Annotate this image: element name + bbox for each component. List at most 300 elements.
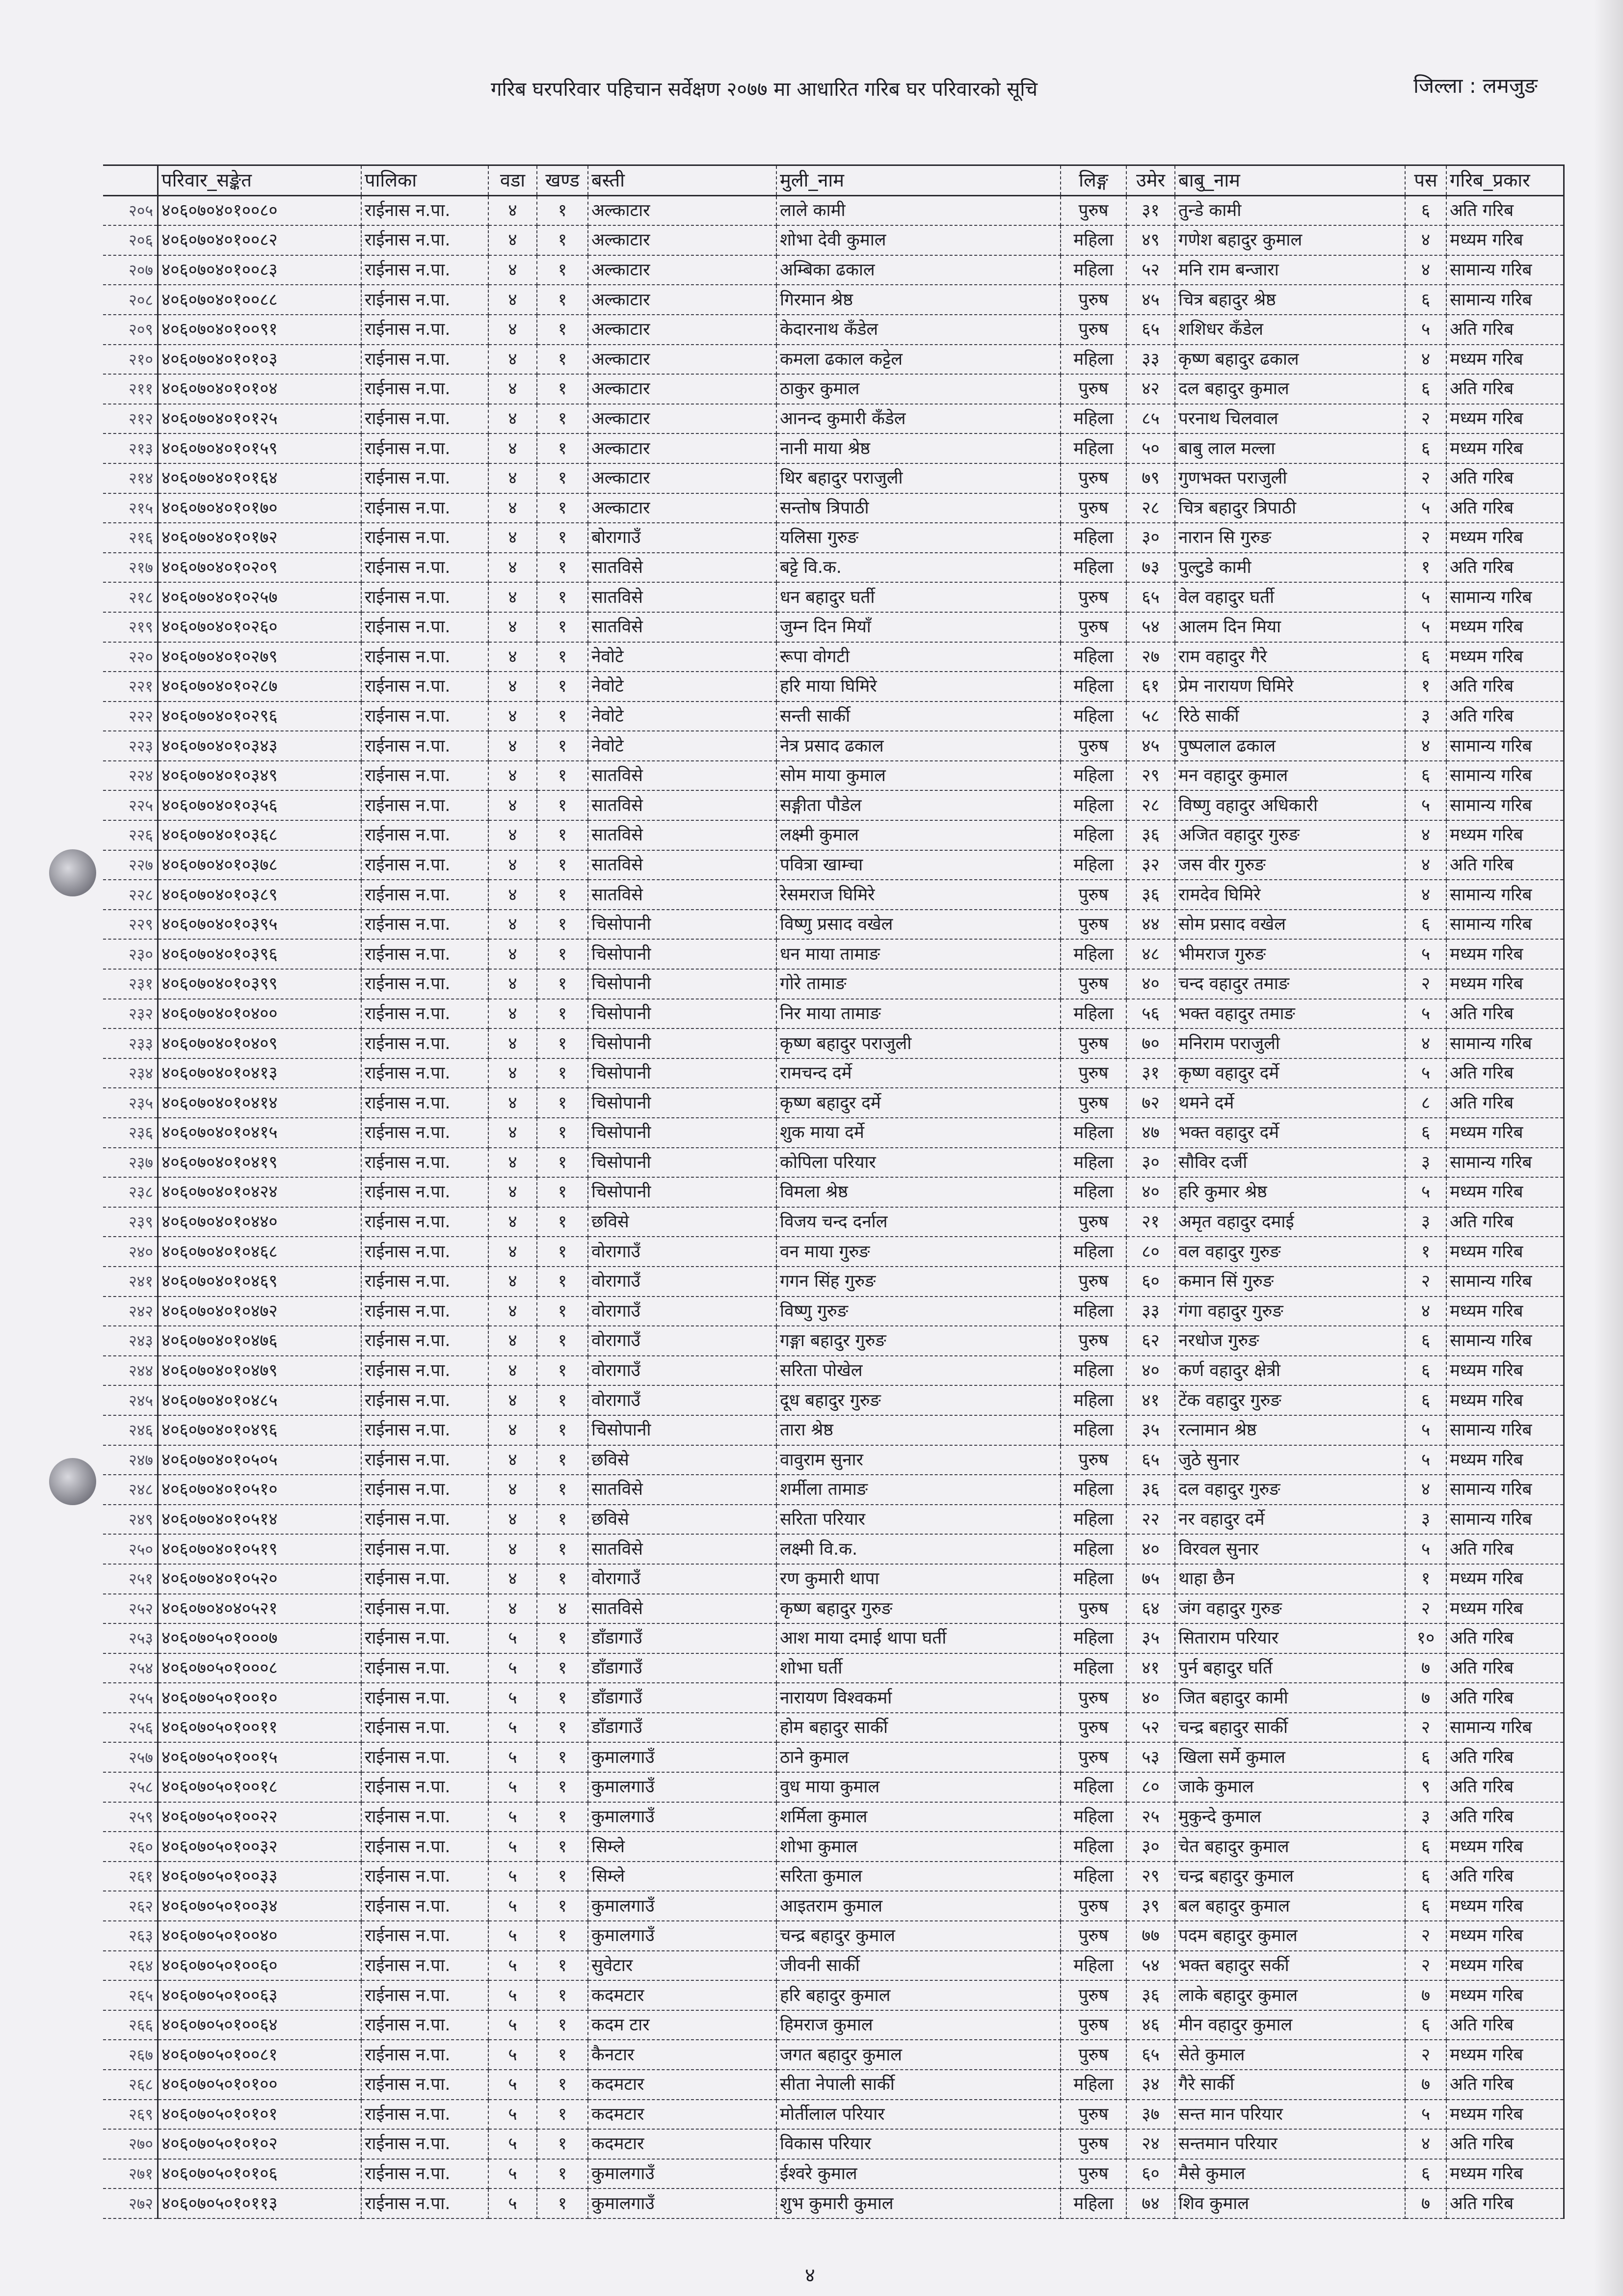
cell-poverty-type: मध्यम गरिब — [1446, 225, 1564, 255]
cell-family-size: ५ — [1405, 790, 1446, 820]
cell-poverty-type: मध्यम गरिब — [1446, 1921, 1564, 1951]
cell-household-code: ४०६०७०४०१०३६८ — [158, 820, 362, 850]
cell-ward: ४ — [488, 255, 537, 285]
cell-age: ६४ — [1126, 1594, 1175, 1624]
cell-block: १ — [537, 1267, 588, 1297]
cell-gender: पुरुष — [1061, 582, 1126, 612]
cell-settlement: सिम्ले — [588, 1832, 776, 1862]
cell-municipality: राईनास न.पा. — [361, 1505, 488, 1535]
cell-father-name: सोम प्रसाद वखेल — [1175, 910, 1405, 940]
table-row — [103, 1148, 1564, 1178]
cell-age: २१ — [1126, 1207, 1175, 1237]
cell-household-code: ४०६०७०४०१००८३ — [158, 255, 362, 285]
cell-family-size: ६ — [1405, 433, 1446, 463]
cell-poverty-type: मध्यम गरिब — [1446, 345, 1564, 375]
cell-serial-number: २६४ — [103, 1951, 158, 1981]
cell-block: १ — [537, 2040, 588, 2070]
cell-head-name: तारा श्रेष्ठ — [776, 1415, 1061, 1445]
cell-father-name: गुणभक्त पराजुली — [1175, 463, 1405, 493]
table-row — [103, 672, 1564, 702]
cell-serial-number: २१७ — [103, 553, 158, 583]
cell-gender: पुरुष — [1061, 1028, 1126, 1058]
table-row — [103, 285, 1564, 315]
cell-household-code: ४०६०७०४०१०४१९ — [158, 1148, 362, 1178]
cell-poverty-type: मध्यम गरिब — [1446, 1356, 1564, 1386]
cell-poverty-type: मध्यम गरिब — [1446, 939, 1564, 969]
cell-father-name: गैरे सार्की — [1175, 2070, 1405, 2100]
cell-settlement: चिसोपानी — [588, 939, 776, 969]
cell-gender: पुरुष — [1061, 195, 1126, 225]
cell-ward: ४ — [488, 761, 537, 791]
cell-head-name: विजय चन्द दर्नाल — [776, 1207, 1061, 1237]
cell-age: ४९ — [1126, 225, 1175, 255]
cell-head-name: शोभा कुमाल — [776, 1832, 1061, 1862]
cell-household-code: ४०६०७०५०१००३३ — [158, 1862, 362, 1891]
cell-household-code: ४०६०७०४०१०५१४ — [158, 1505, 362, 1535]
cell-municipality: राईनास न.पा. — [361, 1772, 488, 1802]
cell-settlement: कदमटार — [588, 2070, 776, 2100]
cell-family-size: १० — [1405, 1623, 1446, 1653]
cell-ward: ४ — [488, 820, 537, 850]
cell-head-name: ईश्वरे कुमाल — [776, 2159, 1061, 2189]
cell-block: १ — [537, 433, 588, 463]
cell-father-name: हरि कुमार श्रेष्ठ — [1175, 1177, 1405, 1207]
cell-poverty-type: अति गरिब — [1446, 999, 1564, 1029]
cell-settlement: नेवोटे — [588, 702, 776, 731]
table-row — [103, 1415, 1564, 1445]
cell-household-code: ४०६०७०४०१०४६८ — [158, 1237, 362, 1267]
cell-household-code: ४०६०७०५०१००२२ — [158, 1802, 362, 1832]
cell-block: १ — [537, 1356, 588, 1386]
cell-ward: ४ — [488, 315, 537, 345]
cell-municipality: राईनास न.पा. — [361, 1534, 488, 1564]
cell-serial-number: २६१ — [103, 1862, 158, 1891]
cell-block: १ — [537, 1088, 588, 1118]
cell-block: १ — [537, 404, 588, 434]
cell-ward: ५ — [488, 1891, 537, 1921]
cell-serial-number: २४५ — [103, 1385, 158, 1415]
cell-ward: ४ — [488, 1564, 537, 1594]
cell-poverty-type: मध्यम गरिब — [1446, 1445, 1564, 1475]
cell-household-code: ४०६०७०५०१०००७ — [158, 1623, 362, 1653]
cell-settlement: चिसोपानी — [588, 1148, 776, 1178]
cell-household-code: ४०६०७०४०१०३९९ — [158, 969, 362, 999]
cell-municipality: राईनास न.पा. — [361, 2070, 488, 2100]
cell-serial-number: २१२ — [103, 404, 158, 434]
cell-age: ५४ — [1126, 1951, 1175, 1981]
page-edge-shadow — [1594, 0, 1623, 2296]
cell-gender: महिला — [1061, 1237, 1126, 1267]
cell-age: ६५ — [1126, 315, 1175, 345]
cell-gender: महिला — [1061, 790, 1126, 820]
table-row — [103, 820, 1564, 850]
cell-serial-number: २४१ — [103, 1267, 158, 1297]
cell-age: ५२ — [1126, 255, 1175, 285]
cell-father-name: चित्र बहादुर त्रिपाठी — [1175, 493, 1405, 523]
cell-ward: ४ — [488, 1028, 537, 1058]
table-row — [103, 1802, 1564, 1832]
cell-settlement: कुमालगाउँ — [588, 1772, 776, 1802]
cell-head-name: विष्णु गुरुङ — [776, 1297, 1061, 1326]
cell-serial-number: २३५ — [103, 1088, 158, 1118]
cell-family-size: ६ — [1405, 642, 1446, 672]
table-row — [103, 969, 1564, 999]
cell-household-code: ४०६०७०४०१०३९५ — [158, 910, 362, 940]
cell-household-code: ४०६०७०४०४०५२१ — [158, 1594, 362, 1624]
cell-father-name: प्रेम नारायण घिमिरे — [1175, 672, 1405, 702]
cell-household-code: ४०६०७०५०१०१०१ — [158, 2100, 362, 2130]
cell-ward: ४ — [488, 1356, 537, 1386]
cell-ward: ४ — [488, 999, 537, 1029]
cell-gender: पुरुष — [1061, 2159, 1126, 2189]
cell-ward: ४ — [488, 1385, 537, 1415]
cell-ward: ४ — [488, 1415, 537, 1445]
table-row — [103, 315, 1564, 345]
table-row — [103, 374, 1564, 404]
cell-household-code: ४०६०७०४०१००९१ — [158, 315, 362, 345]
cell-ward: ४ — [488, 1267, 537, 1297]
cell-family-size: १ — [1405, 553, 1446, 583]
cell-gender: महिला — [1061, 642, 1126, 672]
cell-poverty-type: मध्यम गरिब — [1446, 2040, 1564, 2070]
cell-ward: ४ — [488, 195, 537, 225]
cell-gender: पुरुष — [1061, 910, 1126, 940]
cell-father-name: पुष्पलाल ढकाल — [1175, 731, 1405, 761]
cell-household-code: ४०६०७०४०१०४१४ — [158, 1088, 362, 1118]
table-row — [103, 612, 1564, 642]
cell-block: १ — [537, 1177, 588, 1207]
cell-family-size: ५ — [1405, 999, 1446, 1029]
cell-family-size: ५ — [1405, 1445, 1446, 1475]
cell-serial-number: २७० — [103, 2129, 158, 2159]
cell-age: २९ — [1126, 761, 1175, 791]
cell-family-size: २ — [1405, 1267, 1446, 1297]
cell-gender: पुरुष — [1061, 969, 1126, 999]
cell-block: १ — [537, 1415, 588, 1445]
cell-father-name: कमान सिं गुरुङ — [1175, 1267, 1405, 1297]
table-row — [103, 553, 1564, 583]
cell-family-size: १ — [1405, 672, 1446, 702]
cell-ward: ४ — [488, 553, 537, 583]
cell-father-name: जस वीर गुरुङ — [1175, 850, 1405, 880]
table-row — [103, 582, 1564, 612]
cell-municipality: राईनास न.पा. — [361, 1862, 488, 1891]
cell-ward: ५ — [488, 1980, 537, 2010]
table-row — [103, 1475, 1564, 1505]
cell-family-size: ४ — [1405, 820, 1446, 850]
cell-father-name: परनाथ चिलवाल — [1175, 404, 1405, 434]
table-row — [103, 880, 1564, 910]
table-row — [103, 1088, 1564, 1118]
cell-family-size: ५ — [1405, 1534, 1446, 1564]
cell-age: ४० — [1126, 1356, 1175, 1386]
cell-ward: ४ — [488, 1505, 537, 1535]
cell-father-name: सौविर दर्जी — [1175, 1148, 1405, 1178]
cell-municipality: राईनास न.पा. — [361, 345, 488, 375]
cell-ward: ५ — [488, 1772, 537, 1802]
cell-block: १ — [537, 523, 588, 553]
cell-poverty-type: सामान्य गरिब — [1446, 1713, 1564, 1743]
table-body — [103, 195, 1564, 2218]
cell-serial-number: २५० — [103, 1534, 158, 1564]
cell-settlement: वोरागाउँ — [588, 1237, 776, 1267]
cell-serial-number: २२३ — [103, 731, 158, 761]
cell-gender: महिला — [1061, 1505, 1126, 1535]
cell-serial-number: २३१ — [103, 969, 158, 999]
cell-household-code: ४०६०७०४०१०२८७ — [158, 672, 362, 702]
table-row — [103, 1653, 1564, 1683]
cell-age: ३१ — [1126, 1058, 1175, 1088]
cell-serial-number: २५१ — [103, 1564, 158, 1594]
cell-father-name: गंगा वहादुर गुरुङ — [1175, 1297, 1405, 1326]
cell-gender: महिला — [1061, 1475, 1126, 1505]
cell-block: १ — [537, 1475, 588, 1505]
table-row — [103, 345, 1564, 375]
cell-head-name: निर माया तामाङ — [776, 999, 1061, 1029]
cell-settlement: डाँडागाउँ — [588, 1623, 776, 1653]
cell-age: ४७ — [1126, 1118, 1175, 1148]
cell-ward: ४ — [488, 1237, 537, 1267]
cell-municipality: राईनास न.पा. — [361, 1118, 488, 1148]
table-row — [103, 2159, 1564, 2189]
cell-ward: ५ — [488, 2070, 537, 2100]
cell-age: ३३ — [1126, 345, 1175, 375]
cell-gender: पुरुष — [1061, 880, 1126, 910]
cell-poverty-type: अति गरिब — [1446, 2188, 1564, 2218]
cell-serial-number: २४४ — [103, 1356, 158, 1386]
cell-age: ६५ — [1126, 2040, 1175, 2070]
cell-age: ४० — [1126, 1177, 1175, 1207]
cell-family-size: ३ — [1405, 1505, 1446, 1535]
cell-settlement: सातविसे — [588, 553, 776, 583]
cell-father-name: थाहा छैन — [1175, 1564, 1405, 1594]
cell-gender: पुरुष — [1061, 2010, 1126, 2040]
cell-household-code: ४०६०७०४०१०४९६ — [158, 1415, 362, 1445]
cell-head-name: सन्ती सार्की — [776, 702, 1061, 731]
cell-family-size: ५ — [1405, 612, 1446, 642]
cell-poverty-type: अति गरिब — [1446, 1534, 1564, 1564]
cell-household-code: ४०६०७०४०१०२५७ — [158, 582, 362, 612]
cell-ward: ४ — [488, 1445, 537, 1475]
cell-block: १ — [537, 315, 588, 345]
table-row — [103, 761, 1564, 791]
cell-block: १ — [537, 880, 588, 910]
table-row — [103, 790, 1564, 820]
cell-gender: पुरुष — [1061, 285, 1126, 315]
table-row — [103, 1177, 1564, 1207]
cell-gender: पुरुष — [1061, 1207, 1126, 1237]
cell-family-size: ६ — [1405, 374, 1446, 404]
cell-ward: ४ — [488, 1177, 537, 1207]
cell-family-size: ६ — [1405, 1385, 1446, 1415]
cell-gender: पुरुष — [1061, 612, 1126, 642]
cell-gender: पुरुष — [1061, 1713, 1126, 1743]
cell-family-size: २ — [1405, 2040, 1446, 2070]
cell-poverty-type: अति गरिब — [1446, 1742, 1564, 1772]
cell-age: ४५ — [1126, 285, 1175, 315]
cell-serial-number: २६२ — [103, 1891, 158, 1921]
cell-ward: ४ — [488, 433, 537, 463]
cell-municipality: राईनास न.पा. — [361, 1267, 488, 1297]
cell-age: ५२ — [1126, 1713, 1175, 1743]
table-row — [103, 1713, 1564, 1743]
cell-family-size: ४ — [1405, 1297, 1446, 1326]
cell-family-size: ६ — [1405, 2010, 1446, 2040]
cell-household-code: ४०६०७०४०१०३५६ — [158, 790, 362, 820]
cell-municipality: राईनास न.पा. — [361, 1475, 488, 1505]
cell-head-name: कृष्ण बहादुर गुरुङ — [776, 1594, 1061, 1624]
cell-municipality: राईनास न.पा. — [361, 1088, 488, 1118]
cell-municipality: राईनास न.पा. — [361, 910, 488, 940]
cell-settlement: छविसे — [588, 1207, 776, 1237]
cell-ward: ५ — [488, 2159, 537, 2189]
cell-father-name: थमने दर्मे — [1175, 1088, 1405, 1118]
cell-family-size: ६ — [1405, 761, 1446, 791]
cell-age: ४० — [1126, 969, 1175, 999]
table-row — [103, 1891, 1564, 1921]
cell-municipality: राईनास न.पा. — [361, 1385, 488, 1415]
cell-family-size: ३ — [1405, 1148, 1446, 1178]
cell-household-code: ४०६०७०४०१०४१३ — [158, 1058, 362, 1088]
cell-poverty-type: अति गरिब — [1446, 195, 1564, 225]
cell-family-size: ७ — [1405, 1683, 1446, 1713]
cell-settlement: कुमालगाउँ — [588, 2188, 776, 2218]
cell-household-code: ४०६०७०४०१०४२४ — [158, 1177, 362, 1207]
cell-settlement: छविसे — [588, 1505, 776, 1535]
cell-poverty-type: सामान्य गरिब — [1446, 1475, 1564, 1505]
cell-household-code: ४०६०७०५०१००३४ — [158, 1891, 362, 1921]
table-row — [103, 2100, 1564, 2130]
cell-head-name: नेत्र प्रसाद ढकाल — [776, 731, 1061, 761]
cell-block: १ — [537, 1564, 588, 1594]
cell-settlement: सिम्ले — [588, 1862, 776, 1891]
table-row — [103, 642, 1564, 672]
cell-ward: ५ — [488, 1862, 537, 1891]
table-row — [103, 404, 1564, 434]
cell-age: ७७ — [1126, 1921, 1175, 1951]
cell-municipality: राईनास न.पा. — [361, 1713, 488, 1743]
cell-ward: ४ — [488, 404, 537, 434]
table-row — [103, 225, 1564, 255]
cell-municipality: राईनास न.पा. — [361, 1177, 488, 1207]
cell-head-name: शुक माया दर्मे — [776, 1118, 1061, 1148]
cell-settlement: सातविसे — [588, 790, 776, 820]
cell-ward: ४ — [488, 969, 537, 999]
cell-block: १ — [537, 1980, 588, 2010]
cell-household-code: ४०६०७०४०१०५१० — [158, 1475, 362, 1505]
cell-serial-number: २७१ — [103, 2159, 158, 2189]
cell-municipality: राईनास न.पा. — [361, 404, 488, 434]
cell-head-name: धन बहादुर घर्ती — [776, 582, 1061, 612]
cell-poverty-type: सामान्य गरिब — [1446, 1028, 1564, 1058]
cell-ward: ५ — [488, 1653, 537, 1683]
cell-family-size: ६ — [1405, 2159, 1446, 2189]
household-table — [103, 164, 1532, 2219]
cell-family-size: ७ — [1405, 1980, 1446, 2010]
cell-municipality: राईनास न.पा. — [361, 1326, 488, 1356]
cell-block: ४ — [537, 1594, 588, 1624]
cell-age: २५ — [1126, 1802, 1175, 1832]
cell-father-name: सेते कुमाल — [1175, 2040, 1405, 2070]
cell-poverty-type: अति गरिब — [1446, 2129, 1564, 2159]
cell-age: ७३ — [1126, 553, 1175, 583]
cell-poverty-type: अति गरिब — [1446, 1207, 1564, 1237]
cell-age: ४८ — [1126, 939, 1175, 969]
column-header-head-name: मुली_नाम — [776, 165, 1061, 196]
cell-municipality: राईनास न.पा. — [361, 225, 488, 255]
cell-settlement: चिसोपानी — [588, 1058, 776, 1088]
cell-ward: ५ — [488, 1742, 537, 1772]
cell-household-code: ४०६०७०४०१०५०५ — [158, 1445, 362, 1475]
cell-serial-number: २२४ — [103, 761, 158, 791]
cell-block: १ — [537, 374, 588, 404]
cell-ward: ५ — [488, 2010, 537, 2040]
cell-municipality: राईनास न.पा. — [361, 1683, 488, 1713]
cell-poverty-type: अति गरिब — [1446, 850, 1564, 880]
cell-settlement: कैनटार — [588, 2040, 776, 2070]
cell-head-name: पवित्रा खाम्चा — [776, 850, 1061, 880]
cell-poverty-type: अति गरिब — [1446, 672, 1564, 702]
cell-family-size: २ — [1405, 463, 1446, 493]
cell-serial-number: २१६ — [103, 523, 158, 553]
cell-poverty-type: मध्यम गरिब — [1446, 820, 1564, 850]
cell-block: १ — [537, 463, 588, 493]
cell-age: ५६ — [1126, 999, 1175, 1029]
cell-municipality: राईनास न.पा. — [361, 553, 488, 583]
cell-block: १ — [537, 1445, 588, 1475]
cell-household-code: ४०६०७०५०१००६३ — [158, 1980, 362, 2010]
cell-poverty-type: अति गरिब — [1446, 1058, 1564, 1088]
cell-ward: ४ — [488, 1475, 537, 1505]
cell-household-code: ४०६०७०४०१०३९६ — [158, 939, 362, 969]
cell-family-size: ६ — [1405, 1742, 1446, 1772]
cell-head-name: गगन सिंह गुरुङ — [776, 1267, 1061, 1297]
table-row — [103, 1326, 1564, 1356]
cell-block: १ — [537, 1505, 588, 1535]
cell-head-name: कृष्ण बहादुर दर्मे — [776, 1088, 1061, 1118]
cell-settlement: सातविसे — [588, 582, 776, 612]
cell-age: ३५ — [1126, 1415, 1175, 1445]
cell-head-name: जुम्न दिन मियाँ — [776, 612, 1061, 642]
table-row — [103, 1356, 1564, 1386]
cell-municipality: राईनास न.पा. — [361, 1921, 488, 1951]
table-row — [103, 1772, 1564, 1802]
cell-settlement: चिसोपानी — [588, 910, 776, 940]
cell-head-name: वुध माया कुमाल — [776, 1772, 1061, 1802]
table-row — [103, 1385, 1564, 1415]
cell-household-code: ४०६०७०४०१०३४३ — [158, 731, 362, 761]
cell-head-name: आश माया दमाई थापा घर्ती — [776, 1623, 1061, 1653]
cell-age: ७५ — [1126, 1564, 1175, 1594]
cell-serial-number: २६५ — [103, 1980, 158, 2010]
cell-age: ३० — [1126, 523, 1175, 553]
cell-serial-number: २६७ — [103, 2040, 158, 2070]
cell-gender: महिला — [1061, 761, 1126, 791]
cell-block: १ — [537, 553, 588, 583]
cell-gender: महिला — [1061, 1862, 1126, 1891]
cell-family-size: ३ — [1405, 1802, 1446, 1832]
cell-settlement: कुमालगाउँ — [588, 2159, 776, 2189]
cell-municipality: राईनास न.पा. — [361, 1445, 488, 1475]
cell-municipality: राईनास न.पा. — [361, 1148, 488, 1178]
cell-head-name: शोभा घर्ती — [776, 1653, 1061, 1683]
cell-poverty-type: सामान्य गरिब — [1446, 910, 1564, 940]
cell-settlement: कदमटार — [588, 2100, 776, 2130]
cell-gender: पुरुष — [1061, 493, 1126, 523]
table-row — [103, 1207, 1564, 1237]
cell-settlement: वोरागाउँ — [588, 1385, 776, 1415]
cell-settlement: कुमालगाउँ — [588, 1891, 776, 1921]
